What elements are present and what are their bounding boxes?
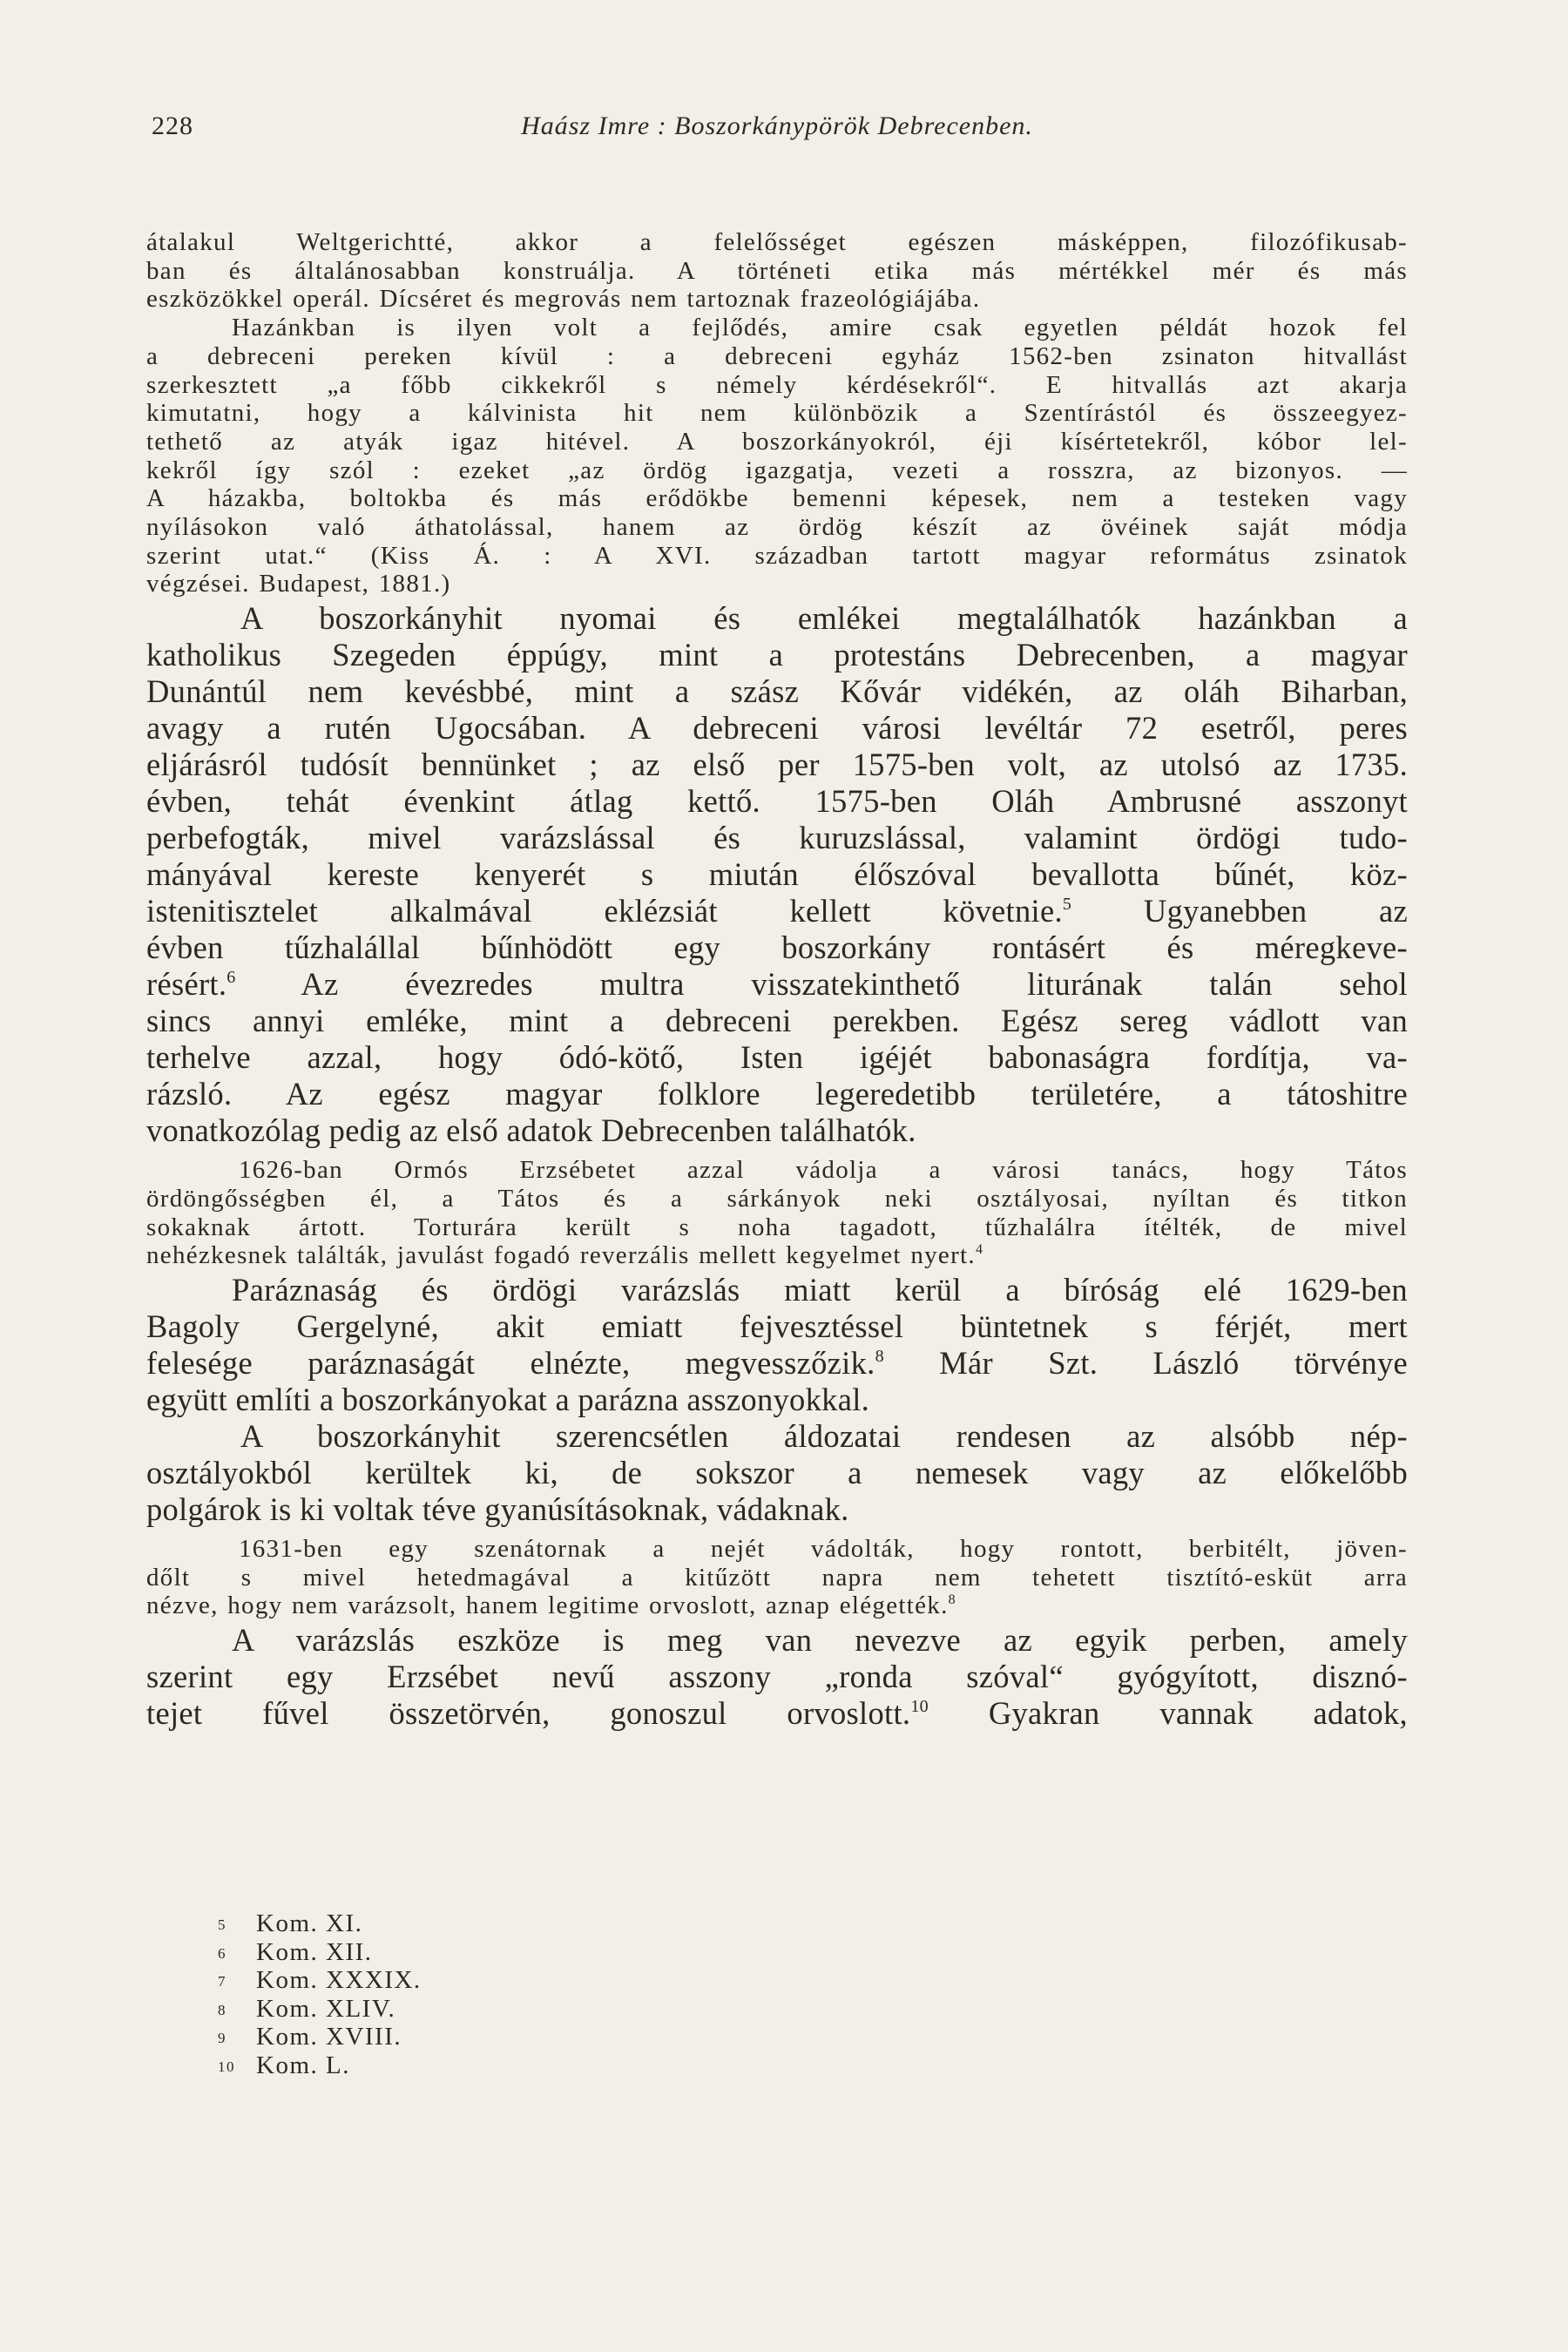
text-line: évben tűzhalállal bűnhödött egy boszorkány rontásért és méregkeve- — [146, 929, 1408, 966]
text-fragment: Az évezredes multra visszatekinthető liturának talán sehol — [301, 966, 1408, 1003]
text-line: A varázslás eszköze is meg van nevezve az egyik perben, amely — [232, 1622, 1408, 1659]
footnotes — [218, 1910, 422, 2081]
text-line: A boszorkányhit szerencsétlen áldozatai rendesen az alsóbb nép- — [240, 1417, 1408, 1454]
text-line: polgárok is ki voltak téve gyanúsításoknak, vádaknak. — [146, 1490, 849, 1527]
text-line: szerkesztett „a főbb cikkekről s némely kérdésekről“. E hitvallás azt akarja — [146, 370, 1408, 399]
footnote — [218, 1910, 422, 1939]
footnote-ref[interactable]: 8 — [948, 1592, 956, 1608]
footnote — [218, 1996, 422, 2024]
footnote — [218, 1967, 422, 1996]
footnote-mark: 7 — [218, 1973, 226, 1990]
text-line: osztályokból kerültek ki, de sokszor a nemesek vagy az előkelőbb — [146, 1454, 1408, 1490]
text-line: a debreceni pereken kívül : a debreceni egyház 1562-ben zsinaton hitvallást — [146, 341, 1408, 370]
footnote-ref[interactable]: 5 — [1062, 895, 1072, 915]
footnote-text: Kom. XI. — [256, 1909, 363, 1937]
footnote — [218, 2024, 422, 2052]
text-fragment: Ugyanebben az — [1143, 893, 1408, 929]
footnote — [218, 2052, 422, 2081]
page-number: 228 — [152, 112, 193, 140]
text-fragment: istenitisztelet alkalmával eklézsiát kellett követnie. — [146, 893, 1063, 929]
text-fragment: Gyakran vannak adatok, — [988, 1695, 1408, 1732]
text-line: Bagoly Gergelyné, akit emiatt fejvesztéssel büntetnek s férjét, mert — [146, 1308, 1408, 1344]
footnote-ref[interactable]: 10 — [910, 1697, 929, 1717]
footnote-mark: 6 — [218, 1944, 226, 1962]
text-fragment: nehézkesnek találták, javulást fogadó reverzális mellett kegyelmet nyert. — [146, 1241, 976, 1270]
text-line: végzései. Budapest, 1881.) — [146, 570, 451, 598]
page-body — [146, 228, 1408, 1732]
text-line: kimutatni, hogy a kálvinista hit nem különbözik a Szentírástól és összeegyez- — [146, 399, 1408, 428]
footnote-mark: 5 — [218, 1916, 226, 1933]
footnote — [218, 1939, 422, 1968]
text-fragment: felesége paráznaságát elnézte, megvesszőzik. — [146, 1344, 875, 1381]
text-line: eljárásról tudósít bennünket ; az első per 1575-ben volt, az utolsó az 1735. — [146, 747, 1408, 783]
footnote-text: Kom. XXXIX. — [256, 1966, 422, 1995]
footnote-ref[interactable]: 6 — [226, 968, 236, 988]
text-line: sokaknak ártott. Torturára került s noha tagadott, tűzhalálra ítélték, de mivel — [146, 1213, 1408, 1241]
text-line — [146, 1592, 1408, 1620]
text-line: Hazánkban is ilyen volt a fejlődés, amire csak egyetlen példát hozok fel — [232, 314, 1408, 342]
text-line — [146, 1695, 1408, 1732]
footnote-ref[interactable]: 4 — [975, 1242, 984, 1258]
paragraph-5 — [146, 1272, 1408, 1418]
footnote-mark: 8 — [218, 2001, 226, 2018]
text-line: avagy a rutén Ugocsában. A debreceni városi levéltár 72 esetről, peres — [146, 710, 1408, 747]
text-line: együtt említi a boszorkányokat a parázna asszonyokkal. — [146, 1381, 870, 1417]
text-line: A házakba, boltokba és más erődökbe bemenni képesek, nem a testeken vagy — [146, 484, 1408, 513]
text-line: A boszorkányhit nyomai és emlékei megtalálhatók hazánkban a — [240, 600, 1408, 637]
paragraph-8 — [146, 1622, 1408, 1732]
text-line: szerint egy Erzsébet nevű asszony „ronda szóval“ gyógyított, disznó- — [146, 1659, 1408, 1695]
text-line: dőlt s mivel hetedmagával a kitűzött napra nem tehetett tisztító-esküt arra — [146, 1563, 1408, 1592]
text-line: átalakul Weltgerichtté, akkor a felelősséget egészen másképpen, filozófikusab- — [146, 228, 1408, 256]
text-line: sincs annyi emléke, mint a debreceni perekben. Egész sereg vádlott van — [146, 1003, 1408, 1039]
paragraph-7 — [146, 1535, 1408, 1620]
text-line: Dunántúl nem kevésbbé, mint a szász Kővár vidékén, az oláh Biharban, — [146, 673, 1408, 710]
text-line: perbefogták, mivel varázslással és kuruzslással, valamint ördögi tudo- — [146, 820, 1408, 856]
text-line: eszközökkel operál. Dícséret és megrovás nem tartoznak frazeológiájába. — [146, 285, 981, 314]
text-line: mányával kereste kenyerét s miután élőszóval bevallotta bűnét, köz- — [146, 856, 1408, 893]
text-line: ördöngősségben él, a Tátos és a sárkányok neki osztályosai, nyíltan és titkon — [146, 1184, 1408, 1213]
text-fragment: nézve, hogy nem varázsolt, hanem legitime orvoslott, aznap elégették. — [146, 1592, 949, 1620]
page-header — [146, 112, 1408, 152]
footnote-text: Kom. XII. — [256, 1937, 373, 1966]
text-line: ban és általánosabban konstruálja. A történeti etika más mértékkel mér és más — [146, 256, 1408, 285]
paragraph-3 — [146, 600, 1408, 1149]
footnote-ref[interactable]: 8 — [875, 1346, 884, 1366]
text-line: katholikus Szegeden éppúgy, mint a protestáns Debrecenben, a magyar — [146, 637, 1408, 673]
text-fragment: tejet fűvel összetörvén, gonoszul orvoslott. — [146, 1695, 911, 1732]
text-line: szerint utat.“ (Kiss Á. : A XVI. században tartott magyar református zsinatok — [146, 541, 1408, 570]
text-line — [146, 893, 1408, 929]
paragraph-1 — [146, 228, 1408, 314]
text-line: terhelve azzal, hogy ódó-kötő, Isten igéjét babonaságra fordítja, va- — [146, 1039, 1408, 1076]
text-line: tethető az atyák igaz hitével. A boszorkányokról, éji kísértetekről, kóbor lel- — [146, 427, 1408, 456]
running-title: Haász Imre : Boszorkánypörök Debrecenben. — [521, 112, 1033, 140]
footnote-mark: 10 — [218, 2058, 235, 2075]
text-line: rázsló. Az egész magyar folklore legeredetibb területére, a tátoshitre — [146, 1076, 1408, 1112]
footnote-mark: 9 — [218, 2030, 226, 2047]
text-line — [146, 1241, 1408, 1270]
text-line: Paráznaság és ördögi varázslás miatt kerül a bíróság elé 1629-ben — [232, 1271, 1408, 1308]
text-fragment: Már Szt. László törvénye — [939, 1344, 1409, 1381]
text-line: nyílásokon való áthatolással, hanem az ördög készít az övéinek saját módja — [146, 513, 1408, 542]
footnote-text: Kom. L. — [256, 2051, 350, 2079]
paragraph-6 — [146, 1418, 1408, 1528]
text-line: 1631-ben egy szenátornak a nejét vádolták, hogy rontott, berbitélt, jöven- — [239, 1534, 1408, 1563]
footnote-text: Kom. XVIII. — [256, 2023, 402, 2051]
text-line: évben, tehát évenkint átlag kettő. 1575-ben Oláh Ambrusné asszonyt — [146, 783, 1408, 820]
footnote-text: Kom. XLIV. — [256, 1994, 396, 2023]
paragraph-4 — [146, 1156, 1408, 1270]
text-line: 1626-ban Ormós Erzsébetet azzal vádolja a városi tanács, hogy Tátos — [239, 1156, 1408, 1185]
paragraph-2 — [146, 314, 1408, 598]
text-line — [146, 966, 1408, 1003]
text-line: vonatkozólag pedig az első adatok Debrecenben találhatók. — [146, 1112, 916, 1149]
text-line: kekről így szól : ezeket „az ördög igazgatja, vezeti a rosszra, az bizonyos. — — [146, 456, 1408, 484]
text-line — [146, 1345, 1408, 1382]
text-fragment: résért. — [146, 966, 227, 1003]
